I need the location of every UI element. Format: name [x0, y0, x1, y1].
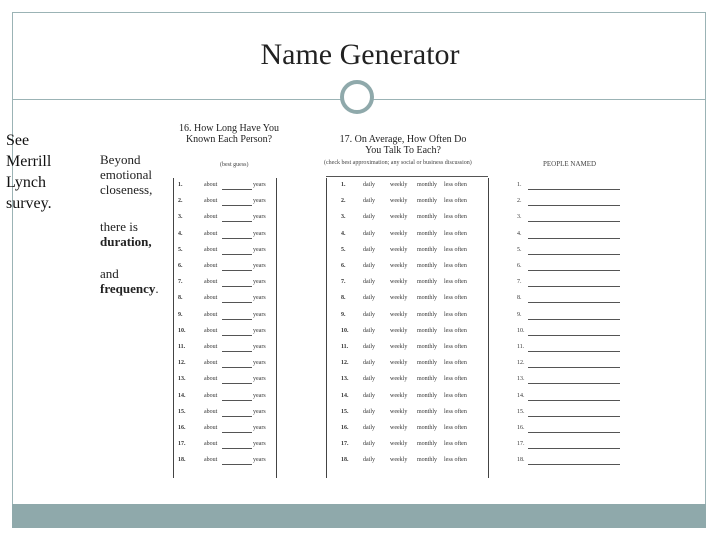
- form-cell: weekly: [390, 279, 408, 286]
- form-cell: about: [204, 327, 218, 334]
- form-cell: weekly: [390, 295, 408, 302]
- form-cell: 7.: [517, 279, 522, 286]
- form-blank-line: [528, 464, 620, 465]
- form-cell-bold: 18.: [178, 457, 186, 464]
- form-cell: about: [204, 408, 218, 415]
- form-rule: [276, 178, 277, 478]
- form-cell: about: [204, 344, 218, 350]
- divider-circle-ornament: [340, 80, 374, 114]
- form-rule: [326, 176, 488, 177]
- footer-bar: [12, 504, 706, 528]
- form-cell: less often: [444, 457, 467, 464]
- form-cell: about: [204, 457, 218, 464]
- form-cell: monthly: [417, 311, 438, 318]
- form-cell: 14.: [517, 392, 525, 399]
- form-cell: about: [204, 376, 218, 383]
- form-cell: weekly: [390, 344, 408, 350]
- form-cell-bold: 10.: [178, 327, 186, 334]
- form-cell: daily: [363, 279, 375, 286]
- form-cell: monthly: [417, 198, 438, 205]
- form-cell-bold: 16.: [341, 425, 349, 431]
- form-cell: about: [204, 360, 218, 367]
- side-note-line: See: [6, 132, 30, 149]
- form-cell: daily: [363, 441, 375, 448]
- form-cell: about: [204, 198, 218, 205]
- form-cell: monthly: [417, 182, 438, 188]
- form-cell-bold: 8.: [341, 295, 346, 302]
- form-cell: less often: [444, 295, 467, 302]
- form-blank-line: [222, 448, 252, 449]
- form-cell: 18.: [517, 457, 525, 464]
- form-cell-bold: 15.: [178, 408, 186, 415]
- form-cell: daily: [363, 376, 375, 383]
- people-named-header: PEOPLE NAMED: [543, 160, 597, 168]
- form-cell: daily: [363, 327, 375, 334]
- form-cell: weekly: [390, 441, 408, 448]
- form-cell: about: [204, 311, 218, 318]
- form-cell: 4.: [517, 230, 522, 237]
- form-cell-bold: 13.: [178, 376, 186, 383]
- form-cell: monthly: [417, 425, 438, 431]
- form-cell: years: [253, 263, 266, 269]
- annotation-suffix: .: [155, 281, 159, 296]
- form-cell: monthly: [417, 214, 438, 221]
- form-cell: monthly: [417, 327, 438, 334]
- form-cell: years: [253, 246, 266, 253]
- form-cell-bold: 1.: [178, 182, 183, 188]
- form-cell: 2.: [517, 198, 522, 205]
- form-blank-line: [528, 432, 620, 433]
- form-cell: less often: [444, 246, 467, 253]
- annotation-line: emotional: [100, 167, 152, 182]
- form-cell-bold: 12.: [178, 360, 186, 367]
- annotation-frequency: [100, 266, 159, 296]
- form-cell: monthly: [417, 392, 438, 399]
- form-cell: 6.: [517, 263, 522, 269]
- form-cell: 1.: [517, 182, 522, 188]
- form-cell: years: [253, 360, 266, 367]
- form-cell: years: [253, 327, 266, 334]
- form-cell: daily: [363, 425, 375, 431]
- form-cell: 9.: [517, 311, 522, 318]
- slide-title: Name Generator: [260, 38, 460, 71]
- form-cell: daily: [363, 457, 375, 464]
- form-cell: years: [253, 230, 266, 237]
- form-cell-bold: 11.: [341, 344, 349, 350]
- form-cell: daily: [363, 246, 375, 253]
- side-note-line: Lynch: [6, 174, 46, 191]
- q17-title: 17. On Average, How Often Do You Talk To Each?: [339, 134, 467, 156]
- form-cell: monthly: [417, 360, 438, 367]
- form-blank-line: [528, 270, 620, 271]
- form-cell: about: [204, 246, 218, 253]
- form-cell: years: [253, 295, 266, 302]
- form-cell: monthly: [417, 263, 438, 269]
- form-cell: less often: [444, 311, 467, 318]
- form-cell: monthly: [417, 441, 438, 448]
- form-cell: 5.: [517, 246, 522, 253]
- form-cell: less often: [444, 279, 467, 286]
- form-blank-line: [528, 335, 620, 336]
- form-cell: daily: [363, 230, 375, 237]
- form-cell-bold: 2.: [341, 198, 346, 205]
- form-cell: about: [204, 182, 218, 188]
- form-cell-bold: 11.: [178, 344, 186, 350]
- form-cell: about: [204, 441, 218, 448]
- form-cell-bold: 10.: [341, 327, 349, 334]
- annotation-line: duration,: [100, 234, 152, 249]
- form-cell: less often: [444, 441, 467, 448]
- annotation-closeness: [100, 152, 152, 197]
- form-cell: monthly: [417, 246, 438, 253]
- form-cell: about: [204, 425, 218, 431]
- form-cell: less often: [444, 263, 467, 269]
- form-cell-bold: 5.: [178, 246, 183, 253]
- form-cell: years: [253, 425, 266, 431]
- q16-subtitle: (best guess): [220, 162, 249, 168]
- form-cell: years: [253, 408, 266, 415]
- form-cell-bold: 1.: [341, 182, 346, 188]
- form-cell: years: [253, 441, 266, 448]
- form-cell: less often: [444, 230, 467, 237]
- form-cell: daily: [363, 360, 375, 367]
- form-cell: less often: [444, 376, 467, 383]
- form-rule: [326, 178, 327, 478]
- form-cell: about: [204, 279, 218, 286]
- form-cell: weekly: [390, 230, 408, 237]
- form-cell: weekly: [390, 198, 408, 205]
- form-blank-line: [222, 351, 252, 352]
- form-cell: less often: [444, 408, 467, 415]
- form-cell-bold: 3.: [178, 214, 183, 221]
- form-blank-line: [528, 221, 620, 222]
- side-note: [6, 130, 52, 214]
- form-cell: weekly: [390, 376, 408, 383]
- form-cell: years: [253, 214, 266, 221]
- form-cell: years: [253, 457, 266, 464]
- form-cell: daily: [363, 392, 375, 399]
- form-cell: monthly: [417, 457, 438, 464]
- form-cell: monthly: [417, 295, 438, 302]
- form-rule: [173, 178, 174, 478]
- form-cell: daily: [363, 344, 375, 350]
- form-blank-line: [222, 383, 252, 384]
- form-cell-bold: 14.: [341, 392, 349, 399]
- form-blank-line: [528, 367, 620, 368]
- form-cell: about: [204, 295, 218, 302]
- annotation-line: there is: [100, 219, 138, 234]
- form-cell: 15.: [517, 408, 525, 415]
- form-cell-bold: 6.: [178, 263, 183, 269]
- form-cell: 8.: [517, 295, 522, 302]
- form-cell-bold: 14.: [178, 392, 186, 399]
- form-cell: less often: [444, 198, 467, 205]
- form-cell: years: [253, 198, 266, 205]
- form-blank-line: [528, 205, 620, 206]
- side-note-line: survey.: [6, 195, 52, 212]
- form-blank-line: [222, 367, 252, 368]
- form-cell: years: [253, 279, 266, 286]
- form-cell-bold: 5.: [341, 246, 346, 253]
- form-cell-bold: 12.: [341, 360, 349, 367]
- form-cell: monthly: [417, 376, 438, 383]
- scanned-survey-form: [168, 118, 638, 486]
- form-cell: weekly: [390, 263, 408, 269]
- form-cell: weekly: [390, 246, 408, 253]
- form-cell-bold: 6.: [341, 263, 346, 269]
- annotation-duration: [100, 219, 152, 249]
- form-cell: daily: [363, 182, 375, 188]
- form-cell: less often: [444, 344, 467, 350]
- form-cell: 12.: [517, 360, 525, 367]
- form-cell: weekly: [390, 408, 408, 415]
- form-cell: weekly: [390, 392, 408, 399]
- annotation-line: closeness,: [100, 182, 153, 197]
- side-note-line: Merrill: [6, 153, 52, 170]
- form-cell: less often: [444, 425, 467, 431]
- form-blank-line: [222, 302, 252, 303]
- form-blank-line: [222, 270, 252, 271]
- form-cell: daily: [363, 295, 375, 302]
- q16-title: 16. How Long Have You Known Each Person?: [179, 123, 279, 145]
- form-cell: weekly: [390, 327, 408, 334]
- form-cell: weekly: [390, 214, 408, 221]
- form-cell: years: [253, 182, 266, 188]
- form-cell: 13.: [517, 376, 525, 383]
- form-cell-bold: 3.: [341, 214, 346, 221]
- form-cell: weekly: [390, 182, 408, 188]
- form-blank-line: [528, 319, 620, 320]
- form-cell: less often: [444, 327, 467, 334]
- form-cell: less often: [444, 392, 467, 399]
- form-cell-bold: 4.: [341, 230, 346, 237]
- form-cell: 10.: [517, 327, 525, 334]
- q17-subtitle: (check best approximation; any social or business discussion): [324, 160, 472, 166]
- annotation-line: and: [100, 266, 119, 281]
- form-blank-line: [222, 319, 252, 320]
- form-cell-bold: 13.: [341, 376, 349, 383]
- form-cell: weekly: [390, 311, 408, 318]
- form-cell: daily: [363, 214, 375, 221]
- form-cell: less often: [444, 360, 467, 367]
- form-cell-bold: 7.: [341, 279, 346, 286]
- form-blank-line: [528, 448, 620, 449]
- form-cell: about: [204, 263, 218, 269]
- form-cell-bold: 16.: [178, 425, 186, 431]
- form-cell-bold: 15.: [341, 408, 349, 415]
- form-cell: about: [204, 392, 218, 399]
- form-cell-bold: 8.: [178, 295, 183, 302]
- form-blank-line: [528, 189, 620, 190]
- form-rule: [488, 178, 489, 478]
- form-blank-line: [222, 335, 252, 336]
- form-blank-line: [222, 238, 252, 239]
- form-cell: daily: [363, 263, 375, 269]
- form-cell: daily: [363, 311, 375, 318]
- form-blank-line: [528, 286, 620, 287]
- form-cell: 11.: [517, 344, 525, 350]
- form-blank-line: [222, 464, 252, 465]
- form-cell: weekly: [390, 360, 408, 367]
- annotation-line: Beyond: [100, 152, 141, 167]
- form-cell-bold: 18.: [341, 457, 349, 464]
- form-blank-line: [222, 205, 252, 206]
- form-cell-bold: 17.: [341, 441, 349, 448]
- form-blank-line: [222, 432, 252, 433]
- form-cell: monthly: [417, 408, 438, 415]
- form-cell: weekly: [390, 425, 408, 431]
- form-blank-line: [528, 383, 620, 384]
- form-cell: less often: [444, 214, 467, 221]
- form-cell-bold: 2.: [178, 198, 183, 205]
- form-cell: years: [253, 392, 266, 399]
- form-cell: daily: [363, 408, 375, 415]
- form-cell-bold: 9.: [178, 311, 183, 318]
- form-cell: 17.: [517, 441, 525, 448]
- form-blank-line: [528, 400, 620, 401]
- form-blank-line: [528, 302, 620, 303]
- form-blank-line: [222, 416, 252, 417]
- form-blank-line: [222, 400, 252, 401]
- form-blank-line: [222, 254, 252, 255]
- annotation-bold-word: frequency: [100, 281, 156, 296]
- form-cell-bold: 9.: [341, 311, 346, 318]
- form-blank-line: [222, 221, 252, 222]
- form-cell: about: [204, 214, 218, 221]
- form-blank-line: [528, 351, 620, 352]
- form-cell-bold: 4.: [178, 230, 183, 237]
- form-cell-bold: 17.: [178, 441, 186, 448]
- form-cell: years: [253, 376, 266, 383]
- form-cell: years: [253, 311, 266, 318]
- form-cell: monthly: [417, 279, 438, 286]
- form-cell: monthly: [417, 344, 438, 350]
- form-cell: about: [204, 230, 218, 237]
- form-blank-line: [528, 238, 620, 239]
- form-blank-line: [528, 254, 620, 255]
- annotation-line: [100, 281, 159, 296]
- form-cell-bold: 7.: [178, 279, 183, 286]
- form-cell: years: [253, 344, 266, 350]
- form-cell: 16.: [517, 425, 525, 431]
- form-cell: monthly: [417, 230, 438, 237]
- form-blank-line: [528, 416, 620, 417]
- form-cell: weekly: [390, 457, 408, 464]
- form-cell: 3.: [517, 214, 522, 221]
- form-blank-line: [222, 189, 252, 190]
- form-cell: less often: [444, 182, 467, 188]
- form-cell: daily: [363, 198, 375, 205]
- form-blank-line: [222, 286, 252, 287]
